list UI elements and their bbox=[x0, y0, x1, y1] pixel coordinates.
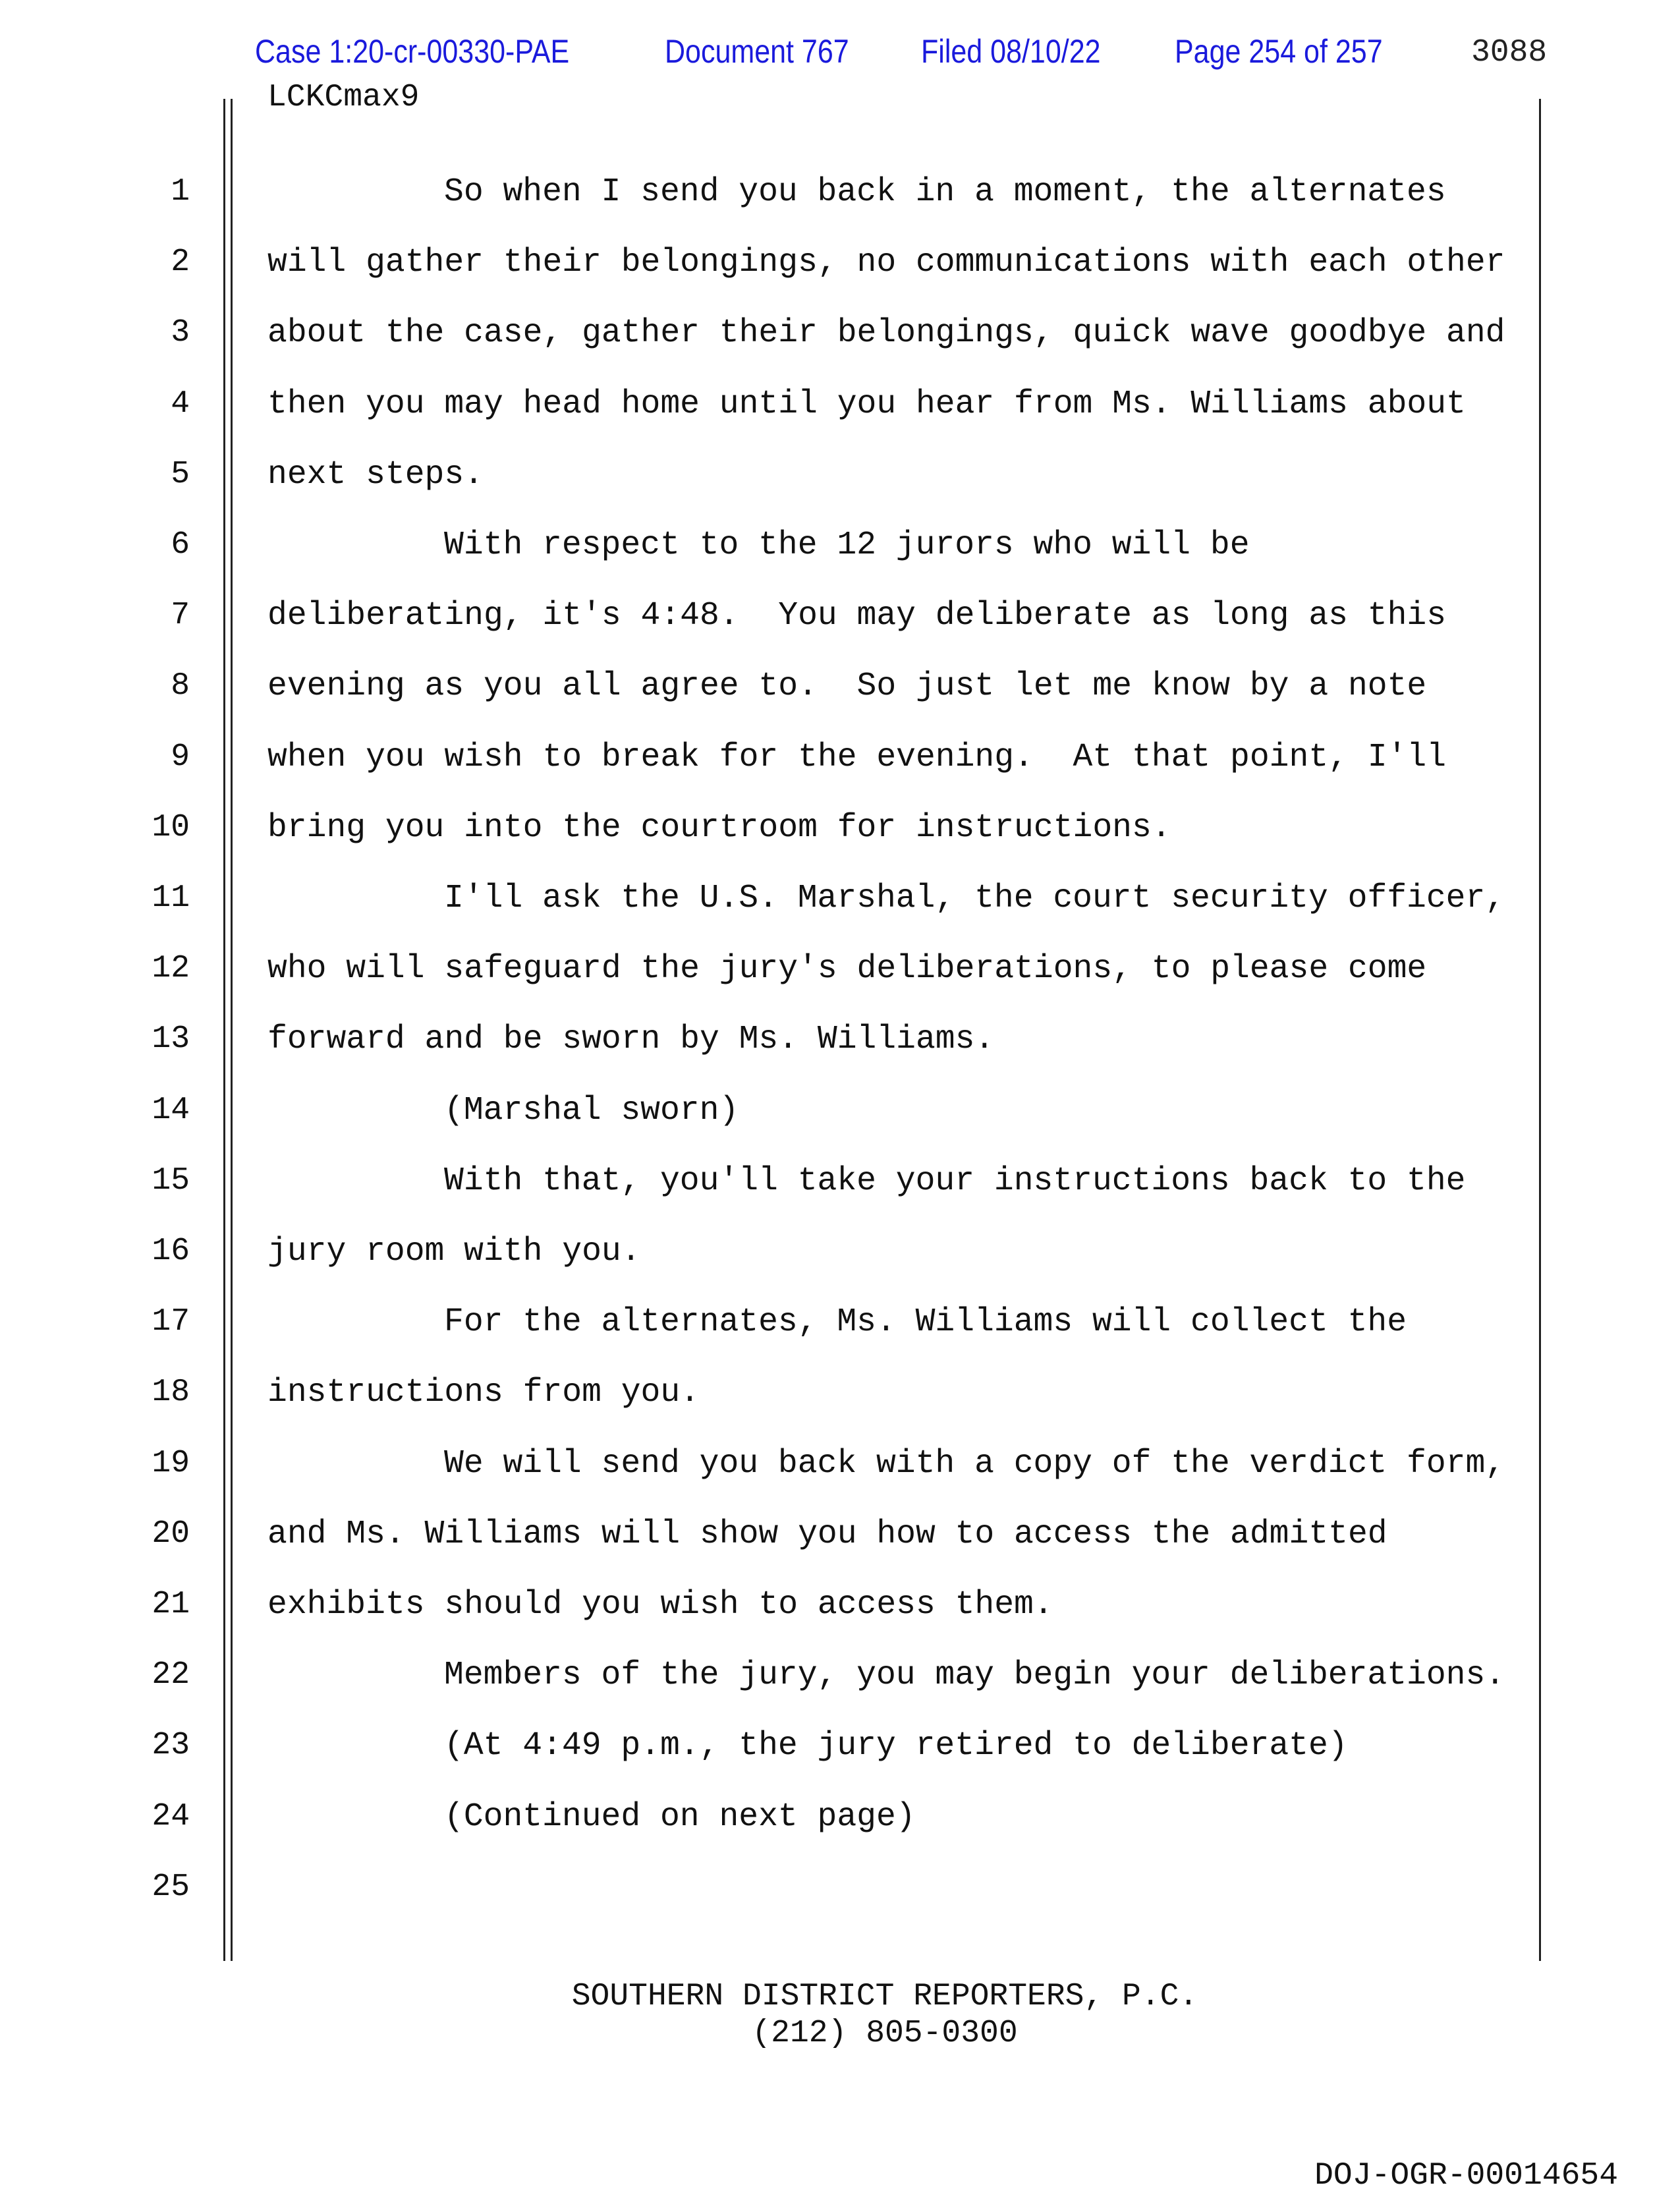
line-number: 25 bbox=[152, 1869, 190, 1905]
transcript-line-text: I'll ask the U.S. Marshal, the court security officer, bbox=[444, 880, 1505, 917]
transcript-line-text: Members of the jury, you may begin your deliberations. bbox=[444, 1657, 1505, 1694]
transcript-line-text: forward and be sworn by Ms. Williams. bbox=[267, 1021, 995, 1058]
line-number: 1 bbox=[171, 174, 190, 210]
transcript-line-text: (Continued on next page) bbox=[444, 1798, 916, 1835]
transcript-line-text: jury room with you. bbox=[267, 1233, 641, 1270]
line-number: 19 bbox=[152, 1445, 190, 1481]
line-number: 8 bbox=[171, 668, 190, 704]
line-number: 6 bbox=[171, 527, 190, 563]
line-number: 9 bbox=[171, 739, 190, 775]
transcript-line-text: With that, you'll take your instructions back to the bbox=[444, 1162, 1466, 1199]
transcript-line-text: We will send you back with a copy of the verdict form, bbox=[444, 1444, 1505, 1482]
transcript-line-text: exhibits should you wish to access them. bbox=[267, 1586, 1053, 1623]
transcript-line-text: when you wish to break for the evening. At that point, I'll bbox=[267, 738, 1447, 776]
transcript-line-text: next steps. bbox=[267, 455, 484, 493]
filed-date-link[interactable]: Filed 08/10/22 bbox=[921, 33, 1101, 70]
line-number: 24 bbox=[152, 1798, 190, 1834]
transcript-line-text: about the case, gather their belongings, quick wave goodbye and bbox=[267, 314, 1505, 352]
line-number: 14 bbox=[152, 1092, 190, 1128]
transcript-line-text: evening as you all agree to. So just let me know by a note bbox=[267, 667, 1427, 705]
page-count-link[interactable]: Page 254 of 257 bbox=[1175, 33, 1383, 70]
document-number-link[interactable]: Document 767 bbox=[665, 33, 849, 70]
transcript-page-number: 3088 bbox=[1471, 35, 1548, 71]
transcript-line-text: then you may head home until you hear from Ms. Williams about bbox=[267, 385, 1466, 422]
line-number: 2 bbox=[171, 244, 190, 281]
transcript-code: LCKCmax9 bbox=[267, 80, 420, 115]
transcript-line-text: (Marshal sworn) bbox=[444, 1091, 739, 1129]
line-number: 4 bbox=[171, 385, 190, 422]
line-number: 13 bbox=[152, 1021, 190, 1058]
line-number: 23 bbox=[152, 1728, 190, 1764]
line-number: 7 bbox=[171, 598, 190, 634]
transcript-line-text: bring you into the courtroom for instructions. bbox=[267, 808, 1171, 846]
transcript-line-text: So when I send you back in a moment, the alternates bbox=[444, 173, 1446, 210]
transcript-line-text: With respect to the 12 jurors who will be bbox=[444, 526, 1250, 563]
line-number: 22 bbox=[152, 1657, 190, 1693]
transcript-line-text: instructions from you. bbox=[267, 1374, 700, 1411]
transcript-line-text: and Ms. Williams will show you how to access the admitted bbox=[267, 1515, 1387, 1552]
line-number: 12 bbox=[152, 951, 190, 987]
left-margin-rule-inner bbox=[231, 99, 233, 1961]
bates-number: DOJ-OGR-00014654 bbox=[1314, 2158, 1618, 2194]
line-number: 17 bbox=[152, 1304, 190, 1340]
line-number: 18 bbox=[152, 1375, 190, 1411]
transcript-line-text: (At 4:49 p.m., the jury retired to deliberate) bbox=[444, 1727, 1348, 1765]
line-number: 20 bbox=[152, 1516, 190, 1552]
reporter-firm: SOUTHERN DISTRICT REPORTERS, P.C. bbox=[571, 1979, 1198, 2014]
line-number: 11 bbox=[152, 880, 190, 916]
line-number: 16 bbox=[152, 1234, 190, 1269]
case-number-link[interactable]: Case 1:20-cr-00330-PAE bbox=[255, 33, 570, 70]
transcript-line-text: deliberating, it's 4:48. You may deliberate as long as this bbox=[267, 597, 1447, 635]
transcript-line-text: who will safeguard the jury's deliberations, to please come bbox=[267, 950, 1427, 988]
line-number: 21 bbox=[152, 1587, 190, 1622]
line-number: 15 bbox=[152, 1162, 190, 1199]
left-margin-rule bbox=[223, 99, 225, 1961]
line-number: 5 bbox=[171, 456, 190, 492]
line-number: 10 bbox=[152, 809, 190, 845]
line-number: 3 bbox=[171, 315, 190, 351]
right-margin-rule bbox=[1539, 99, 1541, 1961]
transcript-line-text: will gather their belongings, no communications with each other bbox=[267, 244, 1505, 281]
reporter-phone: (212) 805-0300 bbox=[752, 2016, 1018, 2051]
transcript-line-text: For the alternates, Ms. Williams will collect the bbox=[444, 1303, 1407, 1341]
